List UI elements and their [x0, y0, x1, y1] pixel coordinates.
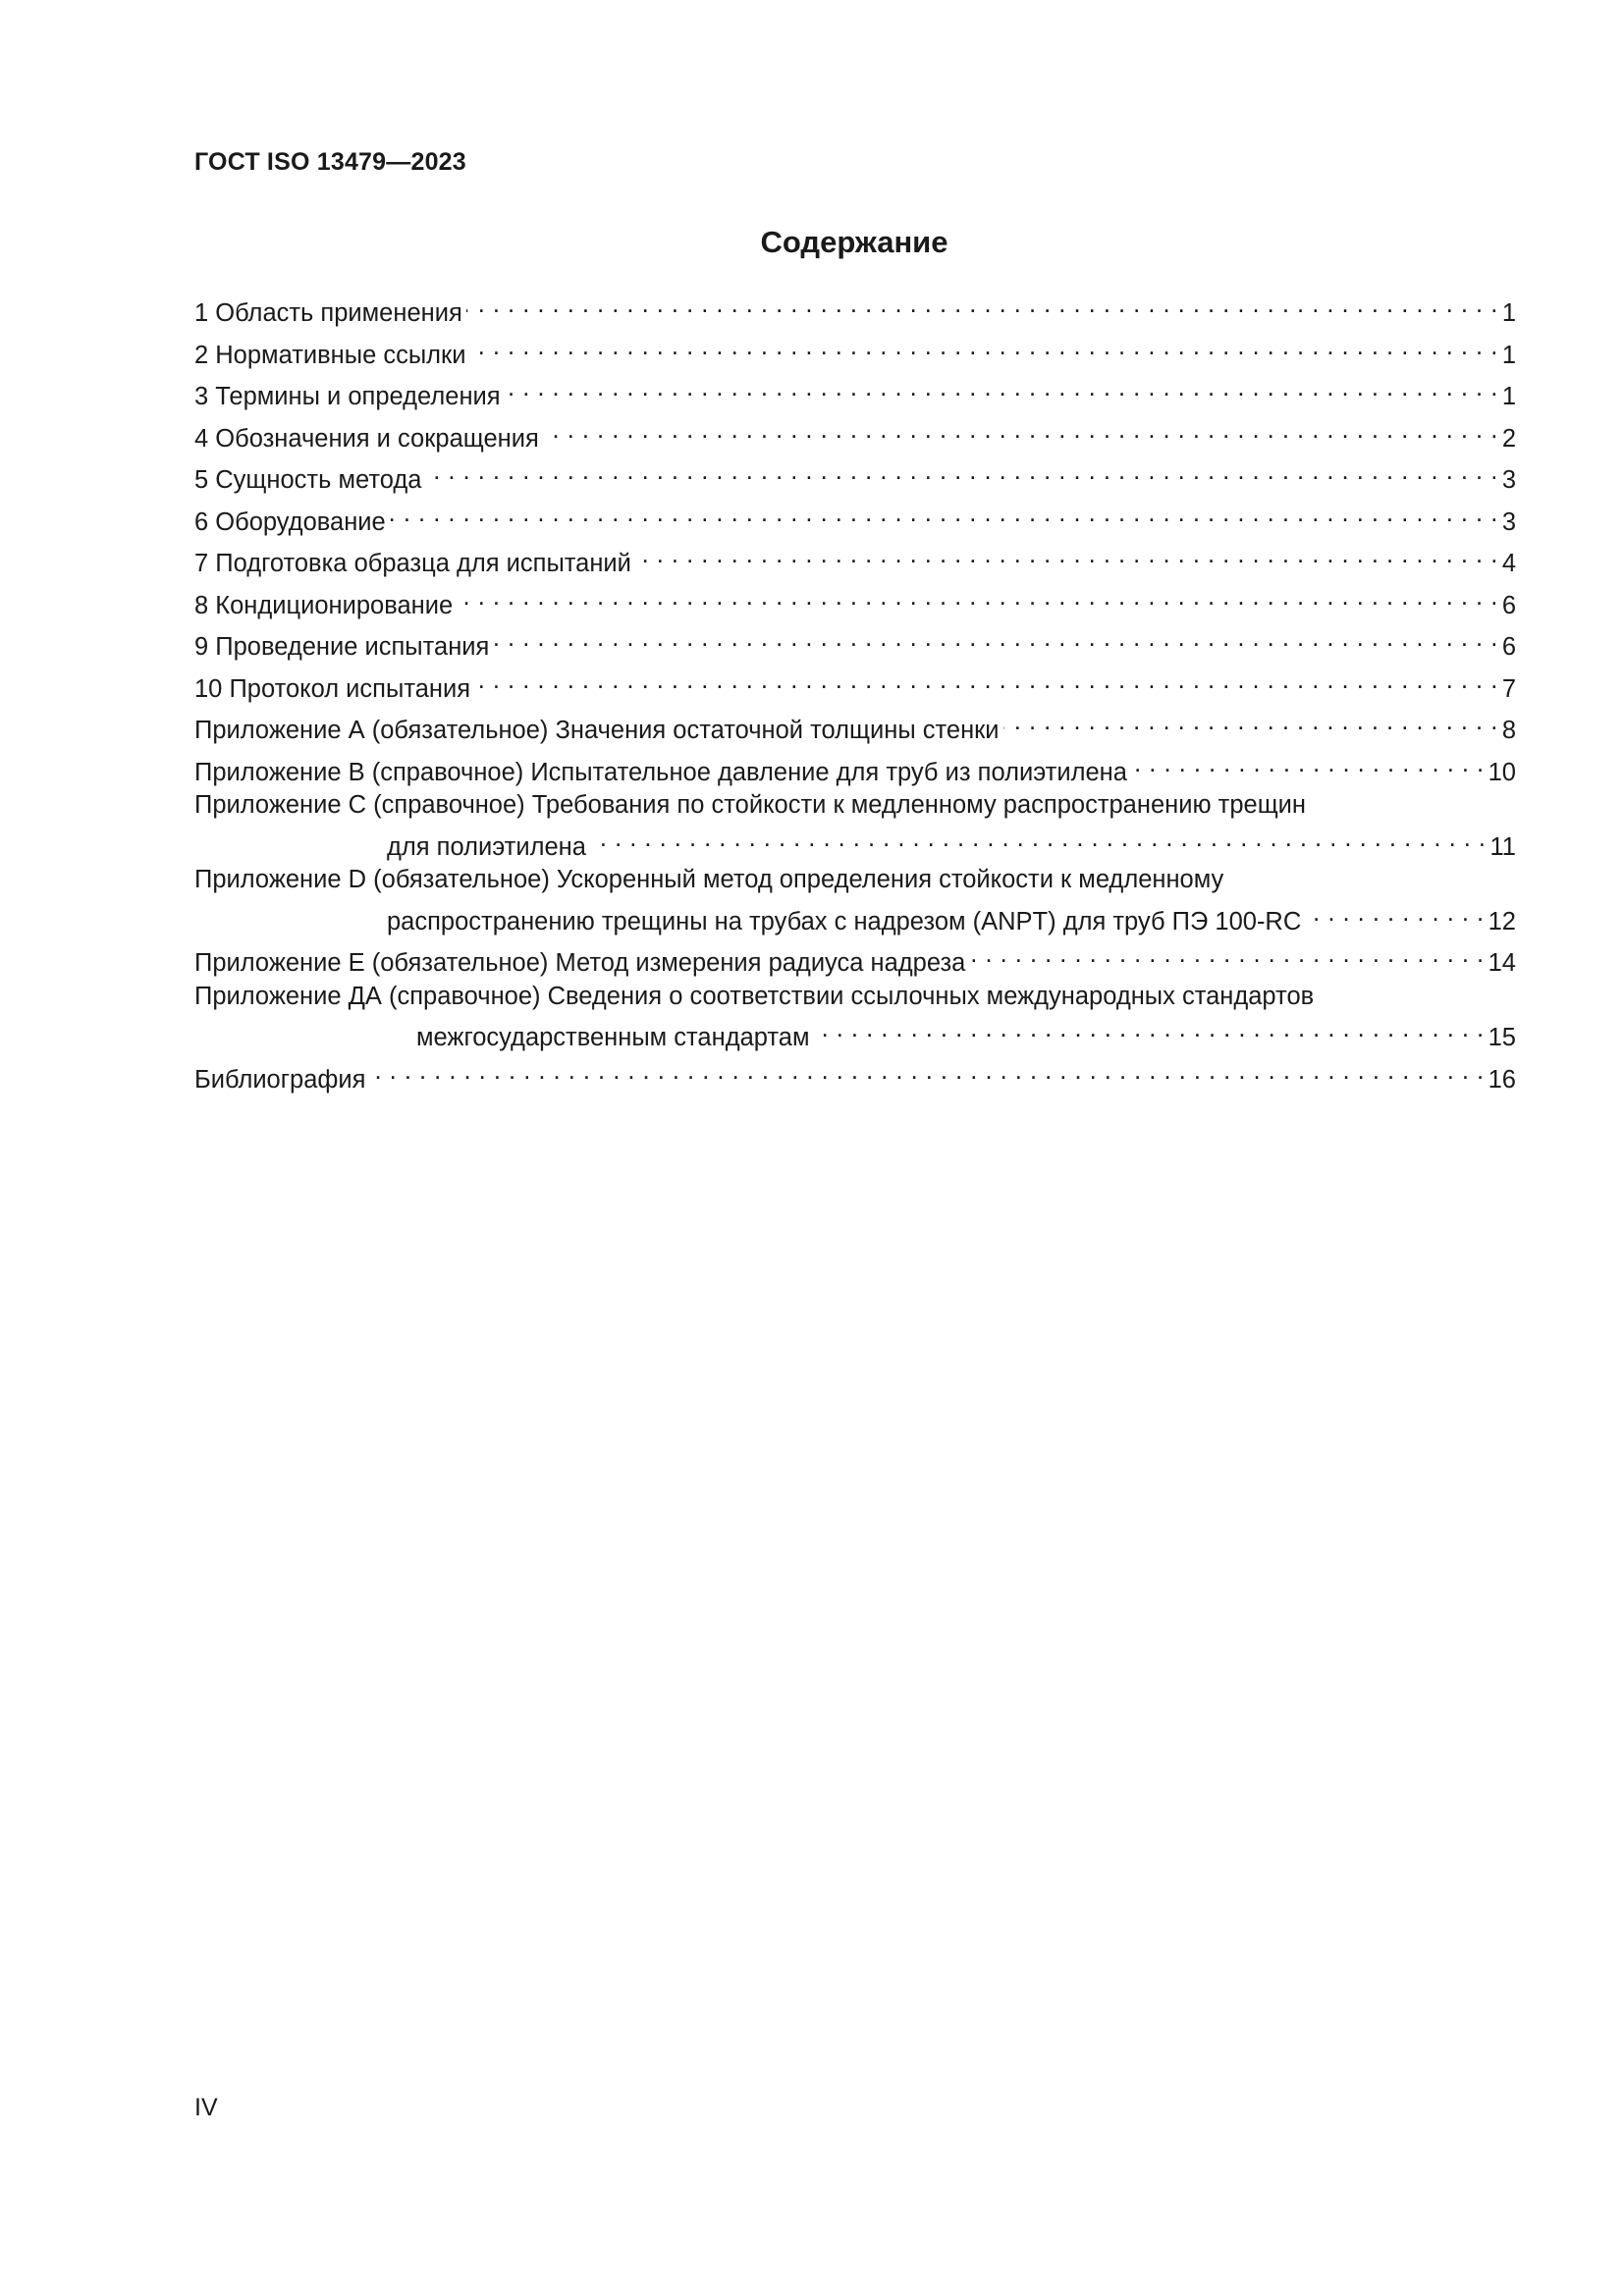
toc-entry-line — [194, 789, 1516, 823]
toc-page-number: 2 — [1501, 424, 1516, 453]
toc-entry-line — [194, 372, 1516, 414]
toc-entry[interactable] — [194, 706, 1516, 748]
toc-page-number: 4 — [1501, 550, 1516, 577]
toc-entry-title: распространению трещины на трубах с надрезом (ANPT) для труб ПЭ 100-RC — [387, 907, 1302, 935]
toc-entry[interactable] — [194, 665, 1516, 707]
toc-entry-title: 5 Сущность метода — [194, 466, 422, 494]
toc-entry-title: для полиэтилена — [387, 832, 586, 861]
toc-entry-line — [194, 622, 1516, 665]
toc-dot-leader — [505, 372, 1498, 404]
toc-entry[interactable] — [194, 864, 1516, 938]
toc-page-number: 6 — [1501, 633, 1516, 661]
toc-entry-title: Библиография — [194, 1065, 366, 1094]
toc-entry[interactable] — [194, 539, 1516, 581]
toc-entry[interactable] — [194, 331, 1516, 373]
toc-dot-leader — [425, 455, 1497, 488]
toc-entry-line — [194, 897, 1516, 939]
toc-entry-title: 10 Протокол испытания — [194, 674, 471, 703]
toc-entry-title: Приложение ДА (справочное) Сведения о соответствии ссылочных международных стандартов — [194, 982, 1315, 1010]
toc-entry[interactable] — [194, 455, 1516, 498]
toc-entry-line — [194, 981, 1516, 1014]
toc-page-number: 16 — [1488, 1065, 1516, 1094]
toc-dot-leader — [1131, 748, 1485, 780]
toc-entry[interactable] — [194, 789, 1516, 864]
toc-entry-line — [194, 455, 1516, 498]
toc-entry-title: Приложение В (справочное) Испытательное давление для труб из полиэтилена — [194, 758, 1127, 786]
toc-page-number: 6 — [1501, 591, 1516, 619]
toc-entry-title: 3 Термины и определения — [194, 383, 501, 410]
toc-entry-line — [194, 823, 1516, 865]
toc-page-number: 1 — [1501, 383, 1516, 410]
toc-dot-leader — [493, 622, 1497, 655]
toc-page-number: 7 — [1501, 674, 1516, 703]
toc-entry-line — [194, 331, 1516, 373]
toc-entry-title: Приложение С (справочное) Требования по стойкости к медленному распространению трещин — [194, 791, 1307, 819]
toc-entry-line — [194, 1013, 1516, 1055]
toc-dot-leader — [369, 1055, 1484, 1088]
toc-page-number: 1 — [1501, 299, 1516, 327]
toc-entry[interactable] — [194, 622, 1516, 665]
toc-entry-title: Приложение D (обязательное) Ускоренный метод определения стойкости к медленному — [194, 866, 1224, 893]
toc-entry[interactable] — [194, 1055, 1516, 1097]
document-id: ГОСТ ISO 13479—2023 — [194, 148, 466, 176]
toc-page-number: 12 — [1488, 907, 1516, 935]
toc-entry-line — [194, 665, 1516, 707]
toc-entry[interactable] — [194, 498, 1516, 540]
toc-entry-line — [194, 864, 1516, 897]
toc-entry-line — [194, 938, 1516, 981]
toc-entry-line — [194, 581, 1516, 623]
toc-entry-line — [194, 289, 1516, 331]
toc-dot-leader — [469, 331, 1497, 363]
toc-dot-leader — [543, 414, 1498, 447]
toc-title: Содержание — [760, 225, 948, 259]
toc-dot-leader — [1305, 897, 1484, 930]
toc-entry[interactable] — [194, 938, 1516, 981]
toc-entry[interactable] — [194, 289, 1516, 331]
toc-entry[interactable] — [194, 981, 1516, 1055]
toc-page-number: 1 — [1501, 341, 1516, 369]
toc-entry-line — [194, 498, 1516, 540]
toc-page-number: 10 — [1488, 758, 1516, 786]
toc-dot-leader — [813, 1013, 1484, 1045]
toc-entry-title: 6 Оборудование — [194, 507, 386, 536]
toc-entry-title: межгосударственным стандартам — [416, 1024, 810, 1051]
toc-entry-line — [194, 539, 1516, 581]
toc-entry-line — [194, 748, 1516, 790]
toc-page-number: 14 — [1488, 949, 1516, 977]
toc-entry-title: 4 Обозначения и сокращения — [194, 424, 539, 453]
toc-dot-leader — [590, 823, 1487, 855]
toc-dot-leader — [474, 665, 1498, 697]
toc-entry-line — [194, 1055, 1516, 1097]
toc-entry[interactable] — [194, 581, 1516, 623]
toc-page-number: 3 — [1501, 507, 1516, 536]
toc-dot-leader — [1003, 706, 1498, 738]
toc-entry[interactable] — [194, 372, 1516, 414]
toc-page-number: 8 — [1501, 717, 1516, 744]
toc-dot-leader — [635, 539, 1498, 571]
toc-entry-title: 9 Проведение испытания — [194, 633, 490, 661]
toc-entry[interactable] — [194, 414, 1516, 456]
toc-dot-leader — [390, 498, 1498, 530]
toc-entry-line — [194, 414, 1516, 456]
toc-dot-leader — [457, 581, 1498, 614]
toc-entry-line — [194, 706, 1516, 748]
toc-dot-leader — [969, 938, 1484, 971]
toc-entry[interactable] — [194, 748, 1516, 790]
toc-entry-title: 1 Область применения — [194, 299, 462, 327]
toc-entry-title: 8 Кондиционирование — [194, 591, 454, 619]
toc-dot-leader — [466, 289, 1498, 321]
toc-page-number: 15 — [1488, 1024, 1516, 1051]
toc-entry-title: Приложение А (обязательное) Значения остаточной толщины стенки — [194, 717, 1000, 744]
toc-entry-title: 2 Нормативные ссылки — [194, 341, 466, 369]
toc-entry-title: Приложение Е (обязательное) Метод измерения радиуса надреза — [194, 949, 966, 977]
table-of-contents — [194, 289, 1516, 1096]
toc-page-number: 3 — [1501, 466, 1516, 494]
toc-page-number: 11 — [1489, 832, 1516, 861]
page-number: IV — [194, 2094, 218, 2121]
toc-entry-title: 7 Подготовка образца для испытаний — [194, 550, 631, 577]
